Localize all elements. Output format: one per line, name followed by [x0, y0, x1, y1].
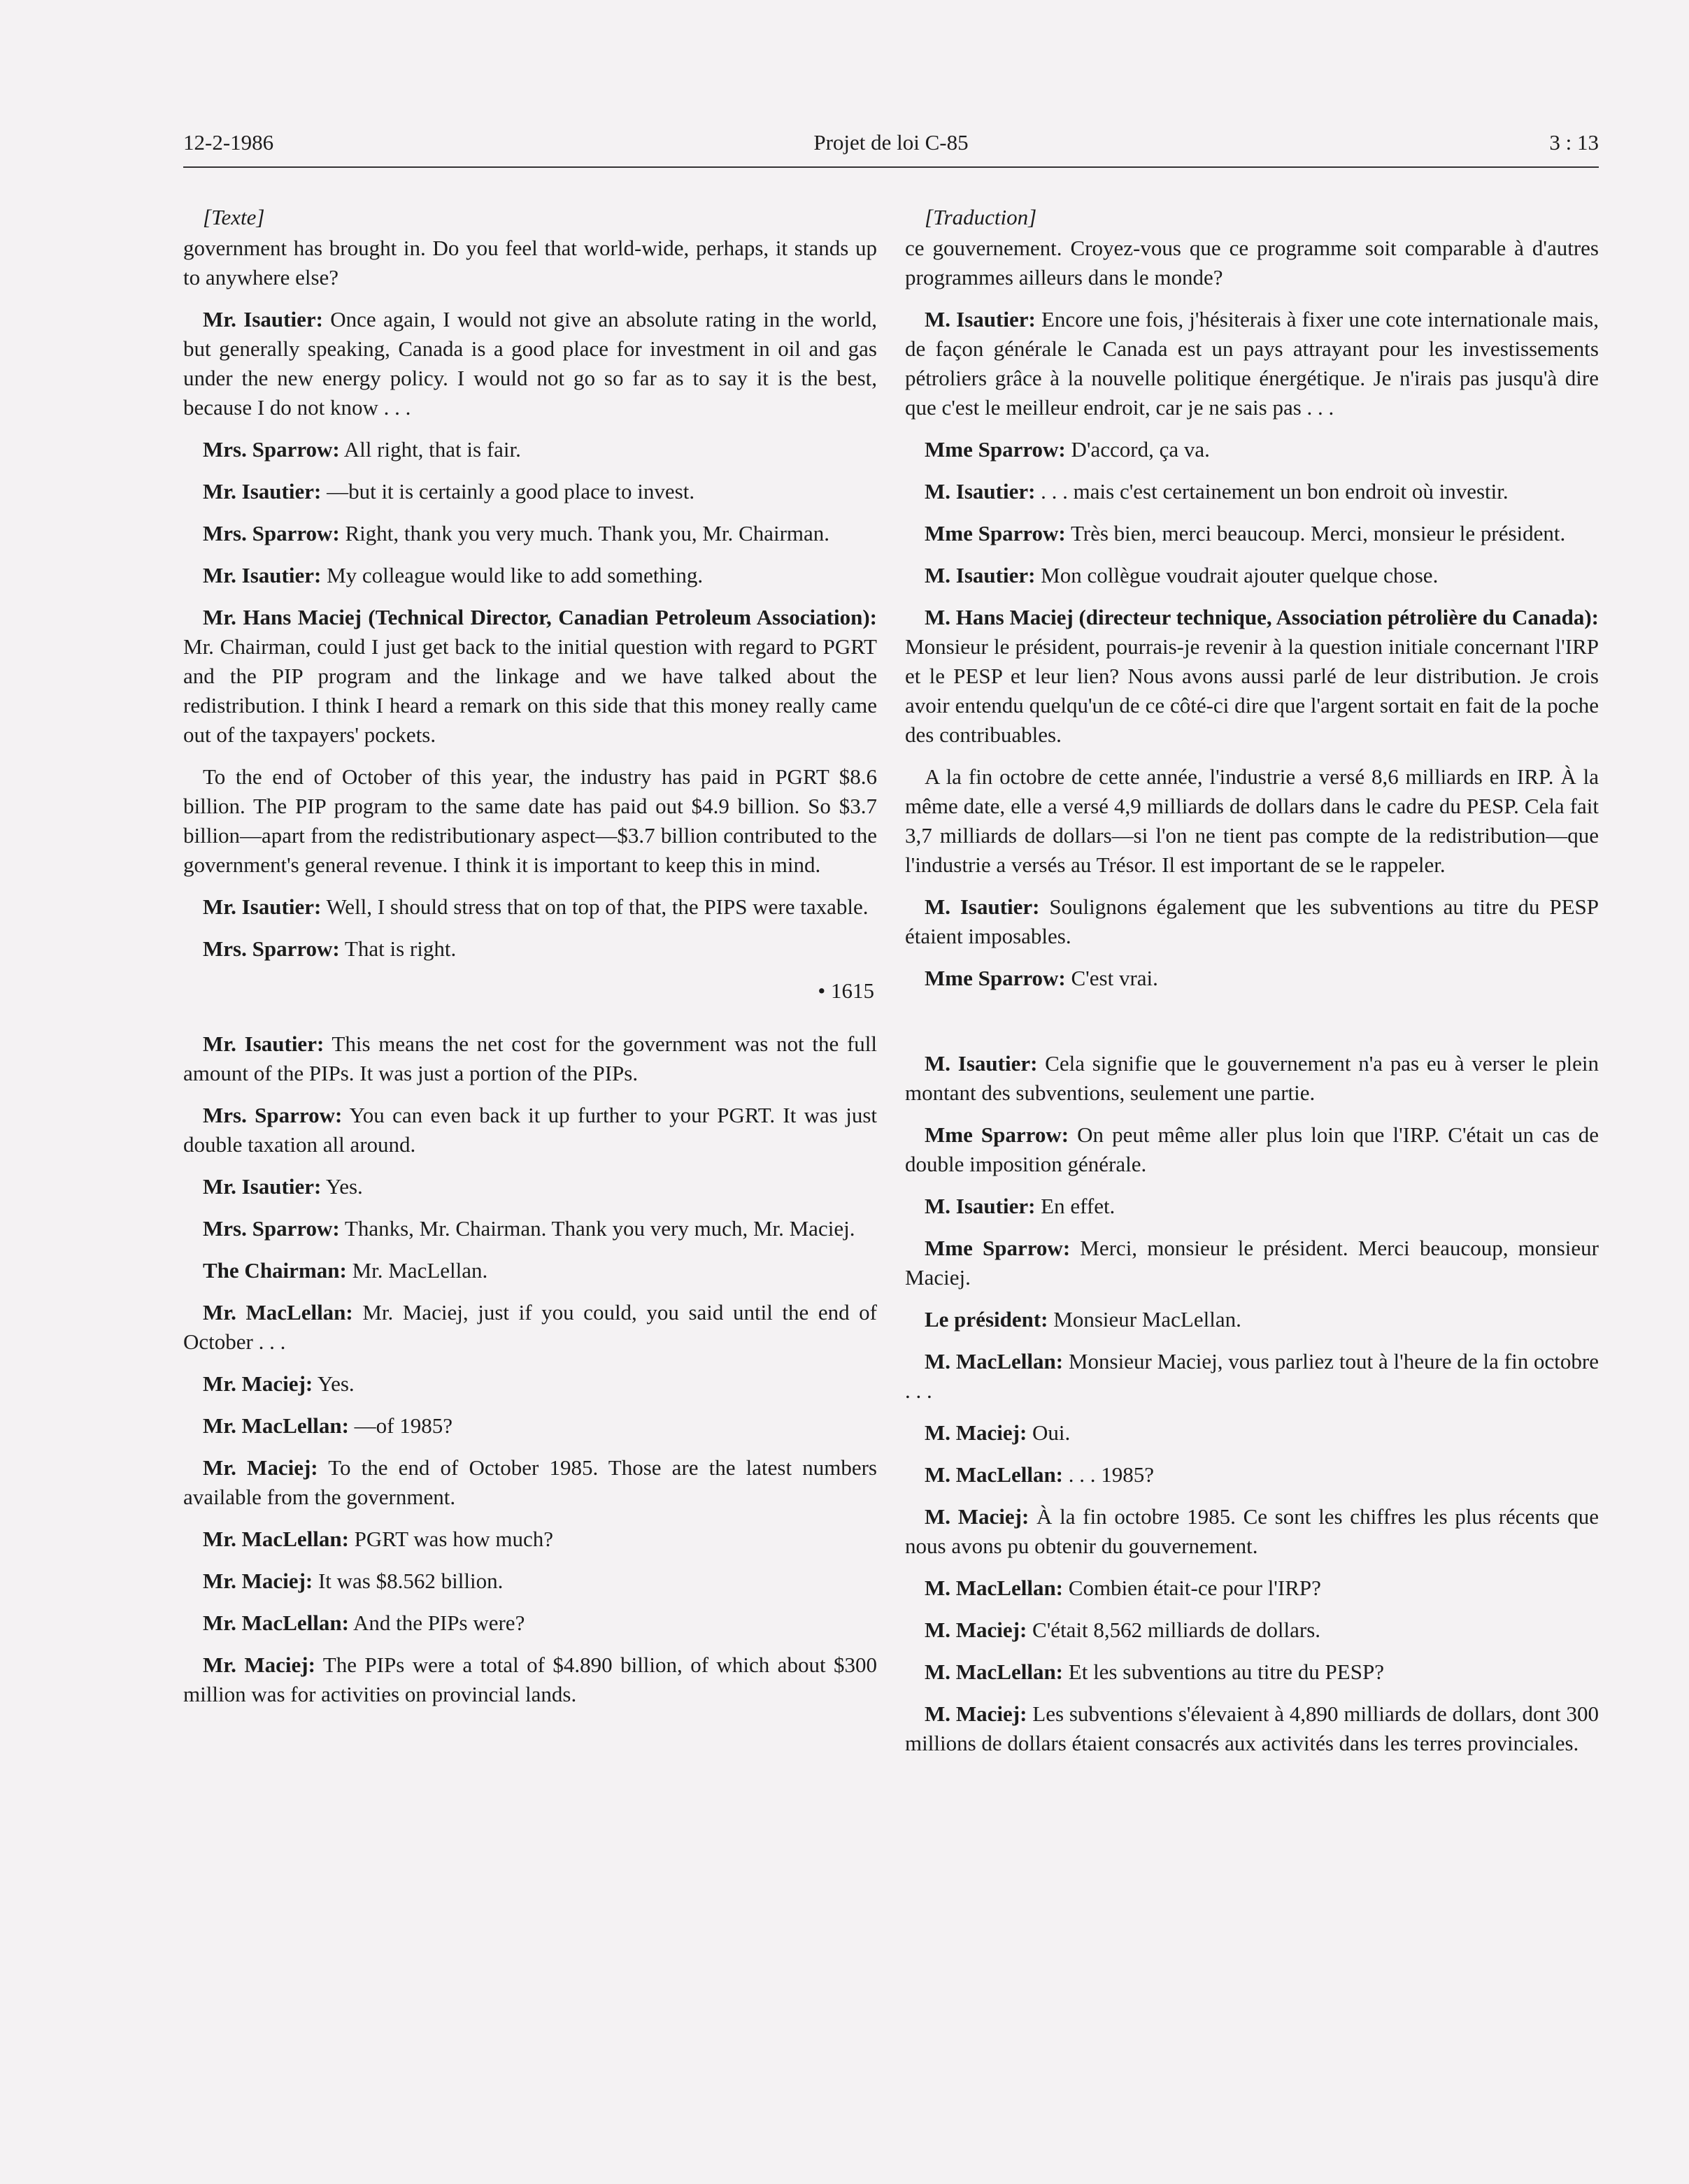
speech-text: To the end of October 1985. Those are the latest numbers available from the government. [183, 1455, 877, 1509]
transcript-paragraph [183, 1256, 877, 1285]
speaker-name: Mrs. Sparrow: [203, 437, 340, 462]
speaker-name: Mr. Isautier: [203, 479, 322, 504]
speech-text: Combien était-ce pour l'IRP? [1063, 1576, 1321, 1600]
transcript-paragraph [183, 305, 877, 422]
column-label: [Texte] [203, 205, 265, 229]
transcript-paragraph [183, 435, 877, 464]
speech-text: Once again, I would not give an absolute rating in the world, but generally speaking, Canada is a good place for investment in oil and gas under the new energy policy. I would not go so far as to say it is the best, because I do not know . . . [183, 307, 878, 420]
transcript-paragraph [183, 1411, 877, 1441]
speech-text: Encore une fois, j'hésiterais à fixer une cote internationale mais, de façon générale le Canada est un pays attrayant pour les investissements pétroliers grâce à la nouvelle politique énergétique. Je n'irais pas jusqu'à dire que c'est le meilleur endroit, car je ne sais pas . . . [905, 307, 1599, 420]
speaker-name: M. Maciej: [925, 1701, 1027, 1726]
transcript-paragraph [905, 519, 1599, 548]
speech-text: On peut même aller plus loin que l'IRP. C'était un cas de double imposition générale. [905, 1122, 1599, 1176]
speech-text: PGRT was how much? [348, 1527, 553, 1551]
transcript-paragraph [183, 603, 877, 750]
speaker-name: M. Maciej: [925, 1504, 1029, 1529]
speech-text: Monsieur MacLellan. [1048, 1307, 1241, 1332]
speaker-name: The Chairman: [203, 1258, 347, 1283]
speaker-name: Mme Sparrow: [925, 437, 1066, 462]
speech-text: This means the net cost for the government was not the full amount of the PIPs. It was just a portion of the PIPs. [183, 1032, 877, 1085]
speaker-name: Mme Sparrow: [925, 521, 1066, 545]
speech-text: You can even back it up further to your PGRT. It was just double taxation all around. [183, 1103, 877, 1157]
speaker-name: Mrs. Sparrow: [203, 1103, 343, 1127]
speech-text: —but it is certainly a good place to invest. [321, 479, 695, 504]
speech-text: Well, I should stress that on top of that, the PIPS were taxable. [321, 894, 869, 919]
speaker-name: M. MacLellan: [925, 1660, 1064, 1684]
speaker-name: Mr. Isautier: [203, 1032, 325, 1056]
speaker-name: Le président: [925, 1307, 1048, 1332]
speech-text: Mr. Maciej, just if you could, you said until the end of October . . . [183, 1300, 877, 1354]
transcript-paragraph [183, 1029, 877, 1088]
speech-text: Right, thank you very much. Thank you, Mr. Chairman. [339, 521, 830, 545]
speech-text: Monsieur Maciej, vous parliez tout à l'heure de la fin octobre . . . [905, 1349, 1599, 1403]
transcript-paragraph [183, 1298, 877, 1357]
transcript-paragraph [905, 305, 1599, 422]
speaker-name: M. MacLellan: [925, 1576, 1064, 1600]
speaker-name: Mr. Hans Maciej (Technical Director, Canadian Petroleum Association): [203, 605, 877, 629]
time-marker: • 1615 [818, 978, 874, 1003]
speaker-name: M. MacLellan: [925, 1462, 1064, 1487]
speaker-name: Mr. Isautier: [203, 307, 323, 331]
speaker-name: M. Maciej: [925, 1618, 1027, 1642]
transcript-paragraph [183, 1101, 877, 1159]
speaker-name: Mme Sparrow: [925, 1236, 1071, 1260]
time-marker-spacer [905, 1006, 1599, 1049]
speech-text: Mr. Chairman, could I just get back to the initial question with regard to PGRT and the PIP program and the linkage and we have talked about the redistribution. I think I heard a remark on this side that this money really came out of the taxpayers' pockets. [183, 634, 877, 747]
transcript-paragraph [905, 1573, 1599, 1603]
speaker-name: M. Isautier: [925, 894, 1040, 919]
transcript-paragraph [905, 561, 1599, 590]
header-page-number: 3 : 13 [1549, 130, 1599, 155]
speech-text: It was $8.562 billion. [313, 1569, 504, 1593]
speech-text: . . . mais c'est certainement un bon endroit où investir. [1035, 479, 1509, 504]
header-date: 12-2-1986 [183, 130, 274, 155]
transcript-paragraph [183, 1453, 877, 1512]
speaker-name: M. Isautier: [925, 1194, 1036, 1218]
speech-text: D'accord, ça va. [1065, 437, 1210, 462]
speaker-name: Mr. Isautier: [203, 563, 322, 587]
speech-text: Cela signifie que le gouvernement n'a pas eu à verser le plein montant des subventions, seulement une partie. [905, 1051, 1599, 1105]
speaker-name: M. Hans Maciej (directeur technique, Association pétrolière du Canada): [925, 605, 1599, 629]
speaker-name: Mr. Isautier: [203, 894, 322, 919]
transcript-paragraph: To the end of October of this year, the industry has paid in PGRT $8.6 billion. The PIP program to the same date has paid out $4.9 billion. So $3.7 billion—apart from the redistributionary aspect—$3.7 billion contributed to the government's general revenue. I think it is important to keep this in mind. [183, 764, 877, 877]
speech-text: C'était 8,562 milliards de dollars. [1027, 1618, 1321, 1642]
speech-text: Merci, monsieur le président. Merci beaucoup, monsieur Maciej. [905, 1236, 1599, 1290]
speaker-name: Mr. MacLellan: [203, 1300, 353, 1325]
speech-text: Soulignons également que les subventions au titre du PESP étaient imposables. [905, 894, 1599, 948]
column-french [905, 203, 1599, 1771]
speaker-name: Mr. Maciej: [203, 1569, 313, 1593]
speaker-name: M. Isautier: [925, 479, 1036, 504]
speech-text: —of 1985? [348, 1413, 453, 1438]
transcript-paragraph: A la fin octobre de cette année, l'industrie a versé 8,6 milliards en IRP. À la même date, elle a versé 4,9 milliards de dollars dans le cadre du PESP. Cela fait 3,7 milliards de dollars—si l'on ne tient pas compte de la redistribution—que l'industrie a versés au Trésor. Il est important de se le rappeler. [905, 764, 1599, 877]
speech-text: Les subventions s'élevaient à 4,890 milliards de dollars, dont 300 millions de dollars étaient consacrés aux activités dans les terres provinciales. [905, 1701, 1599, 1755]
transcript-paragraph [905, 892, 1599, 951]
speech-text: That is right. [339, 936, 457, 961]
transcript-paragraph [183, 1608, 877, 1638]
speech-text: Thanks, Mr. Chairman. Thank you very much, Mr. Maciej. [339, 1216, 855, 1241]
speech-text: My colleague would like to add something. [321, 563, 704, 587]
speech-text: All right, that is fair. [339, 437, 521, 462]
page-header [183, 130, 1599, 168]
speech-text: Très bien, merci beaucoup. Merci, monsieur le président. [1065, 521, 1566, 545]
speaker-name: Mr. Maciej: [203, 1455, 318, 1480]
column-english [183, 203, 877, 1722]
transcript-paragraph [183, 1214, 877, 1243]
transcript-paragraph [905, 1418, 1599, 1448]
transcript-paragraph [905, 477, 1599, 506]
continuation-paragraph: government has brought in. Do you feel that world-wide, perhaps, it stands up to anywhere else? [183, 236, 877, 290]
transcript-paragraph [183, 1525, 877, 1554]
speaker-name: Mr. Maciej: [203, 1653, 315, 1677]
speech-text: Yes. [321, 1174, 363, 1199]
speaker-name: Mrs. Sparrow: [203, 521, 340, 545]
transcript-paragraph [905, 1192, 1599, 1221]
transcript-paragraph [905, 964, 1599, 993]
transcript-paragraph [183, 561, 877, 590]
header-title: Projet de loi C-85 [813, 130, 969, 155]
transcript-paragraph [905, 1460, 1599, 1490]
transcript-paragraph [183, 892, 877, 922]
speech-text: The PIPs were a total of $4.890 billion, of which about $300 million was for activities on provincial lands. [183, 1653, 877, 1706]
transcript-paragraph [905, 1347, 1599, 1406]
speech-text: And the PIPs were? [348, 1611, 525, 1635]
speaker-name: M. Isautier: [925, 563, 1036, 587]
continuation-paragraph: ce gouvernement. Croyez-vous que ce programme soit comparable à d'autres programmes ailleurs dans le monde? [905, 236, 1599, 290]
transcript-paragraph [183, 519, 877, 548]
speech-text: Et les subventions au titre du PESP? [1063, 1660, 1384, 1684]
transcript-paragraph [905, 1657, 1599, 1687]
transcript-paragraph [905, 1615, 1599, 1645]
transcript-paragraph [905, 603, 1599, 750]
speaker-name: M. Maciej: [925, 1420, 1027, 1445]
speech-text: Monsieur le président, pourrais-je revenir à la question initiale concernant l'IRP et le PESP et leur lien? Nous avons aussi parlé de leur distribution. Je crois avoir entendu quelqu'un de ce côté-ci dire que l'argent sortait en fait de la poche des contribuables. [905, 634, 1599, 747]
speech-text: À la fin octobre 1985. Ce sont les chiffres les plus récents que nous avons pu obtenir du gouvernement. [905, 1504, 1599, 1558]
speaker-name: Mr. Maciej: [203, 1371, 313, 1396]
speech-text: En effet. [1035, 1194, 1116, 1218]
transcript-paragraph [905, 1049, 1599, 1108]
speaker-name: Mme Sparrow: [925, 966, 1066, 990]
speaker-name: Mr. Isautier: [203, 1174, 322, 1199]
speech-text: Yes. [313, 1371, 355, 1396]
speaker-name: M. MacLellan: [925, 1349, 1064, 1373]
transcript-paragraph [905, 1120, 1599, 1179]
speech-text: Oui. [1027, 1420, 1071, 1445]
transcript-paragraph [905, 1305, 1599, 1334]
column-label: [Traduction] [925, 205, 1037, 229]
speaker-name: Mrs. Sparrow: [203, 936, 340, 961]
speaker-name: M. Isautier: [925, 1051, 1038, 1076]
speaker-name: Mr. MacLellan: [203, 1611, 349, 1635]
transcript-paragraph [183, 1566, 877, 1596]
transcript-paragraph [905, 435, 1599, 464]
transcript-paragraph [905, 1699, 1599, 1758]
transcript-paragraph [183, 1369, 877, 1399]
speech-text: Mon collègue voudrait ajouter quelque chose. [1035, 563, 1439, 587]
speaker-name: M. Isautier: [925, 307, 1036, 331]
transcript-paragraph [183, 1650, 877, 1709]
speaker-name: Mr. MacLellan: [203, 1527, 349, 1551]
speech-text: . . . 1985? [1063, 1462, 1155, 1487]
transcript-paragraph [905, 1502, 1599, 1561]
transcript-paragraph [183, 477, 877, 506]
transcript-paragraph [905, 1234, 1599, 1292]
speech-text: C'est vrai. [1065, 966, 1158, 990]
speech-text: Mr. MacLellan. [346, 1258, 488, 1283]
transcript-paragraph [183, 934, 877, 964]
speaker-name: Mme Sparrow: [925, 1122, 1069, 1147]
speaker-name: Mr. MacLellan: [203, 1413, 349, 1438]
transcript-paragraph [183, 1172, 877, 1201]
speaker-name: Mrs. Sparrow: [203, 1216, 340, 1241]
